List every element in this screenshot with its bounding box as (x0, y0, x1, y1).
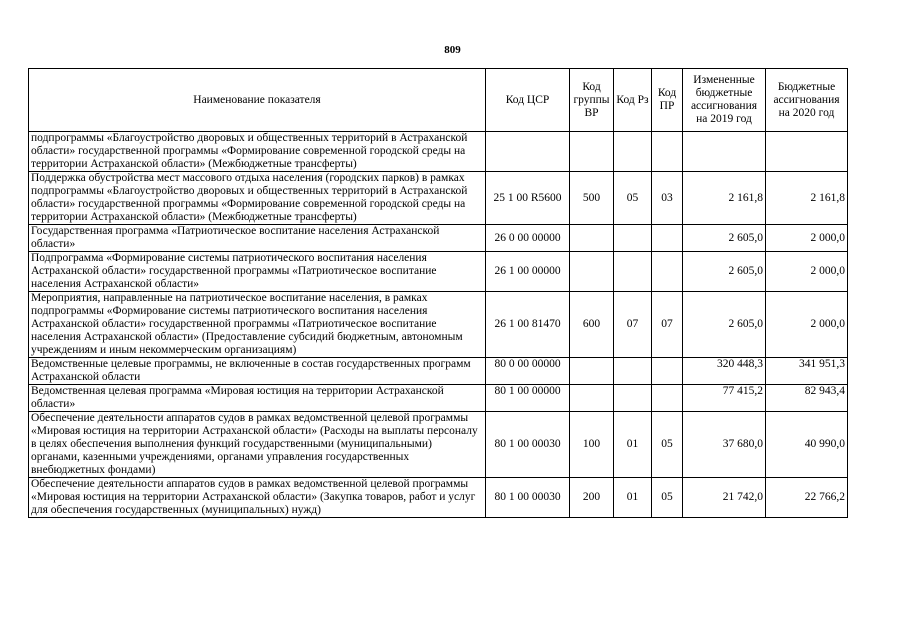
table-row (29, 172, 848, 225)
row-2020: 2 000,0 (766, 292, 848, 358)
row-rz (614, 252, 652, 292)
row-vr (570, 132, 614, 172)
table-row (29, 225, 848, 252)
row-pr (652, 252, 683, 292)
row-2019: 2 161,8 (683, 172, 766, 225)
row-rz (614, 358, 652, 385)
table-row (29, 478, 848, 518)
row-name: Обеспечение деятельности аппаратов судов в рамках ведомственной целевой программы «Мировая юстиция на территории Астраханской области» (Закупка товаров, работ и услуг для обеспечения государственных (муниципальных) нужд) (29, 478, 486, 518)
table-row (29, 358, 848, 385)
row-2019: 37 680,0 (683, 412, 766, 478)
row-csr: 26 0 00 00000 (486, 225, 570, 252)
row-pr: 05 (652, 478, 683, 518)
row-rz (614, 385, 652, 412)
header-2019: Измененные бюджетные ассигнования на 2019 год (683, 69, 766, 132)
row-2019: 2 605,0 (683, 292, 766, 358)
row-csr: 80 0 00 00000 (486, 358, 570, 385)
row-name: Обеспечение деятельности аппаратов судов в рамках ведомственной целевой программы «Мировая юстиция на территории Астраханской области» (Расходы на выплаты персоналу в целях обеспечения выполнения функций государственными (муниципальными) органами, казенными учреждениями, органами управления государственных внебюджетных фондами) (29, 412, 486, 478)
table-row (29, 385, 848, 412)
row-2020: 341 951,3 (766, 358, 848, 385)
row-pr (652, 225, 683, 252)
row-pr (652, 132, 683, 172)
page-number: 809 (444, 44, 461, 56)
row-name: Мероприятия, направленные на патриотическое воспитание населения, в рамках подпрограммы «Формирование системы патриотического воспитания населения Астраханской области» государственной программы «Патриотическое воспитание населения Астраханской области» (Предоставление субсидий бюджетным, автономным учреждениям и иным некоммерческим организациям) (29, 292, 486, 358)
row-name: Подпрограмма «Формирование системы патриотического воспитания населения Астраханской области» государственной программы «Патриотическое воспитание населения Астраханской области» (29, 252, 486, 292)
row-pr (652, 385, 683, 412)
row-vr (570, 358, 614, 385)
row-vr: 500 (570, 172, 614, 225)
row-2020 (766, 132, 848, 172)
table-row (29, 412, 848, 478)
row-2019 (683, 132, 766, 172)
row-vr (570, 385, 614, 412)
row-rz: 07 (614, 292, 652, 358)
row-vr: 100 (570, 412, 614, 478)
row-pr: 05 (652, 412, 683, 478)
row-2020: 2 000,0 (766, 252, 848, 292)
row-rz (614, 225, 652, 252)
row-2020: 82 943,4 (766, 385, 848, 412)
row-csr: 80 1 00 00030 (486, 478, 570, 518)
row-vr (570, 252, 614, 292)
header-name: Наименование показателя (29, 69, 486, 132)
row-name: подпрограммы «Благоустройство дворовых и общественных территорий в Астраханской области» государственной программы «Формирование современной городской среды на территории Астраханской области» (Межбюджетные трансферты) (29, 132, 486, 172)
table-row (29, 292, 848, 358)
row-2020: 22 766,2 (766, 478, 848, 518)
header-csr: Код ЦСР (486, 69, 570, 132)
row-2019: 77 415,2 (683, 385, 766, 412)
row-2019: 2 605,0 (683, 252, 766, 292)
row-vr: 200 (570, 478, 614, 518)
header-2020: Бюджетные ассигнования на 2020 год (766, 69, 848, 132)
row-csr: 80 1 00 00000 (486, 385, 570, 412)
row-pr: 03 (652, 172, 683, 225)
row-pr: 07 (652, 292, 683, 358)
row-csr: 25 1 00 R5600 (486, 172, 570, 225)
row-rz: 01 (614, 478, 652, 518)
row-2020: 2 161,8 (766, 172, 848, 225)
row-2020: 2 000,0 (766, 225, 848, 252)
row-csr: 26 1 00 00000 (486, 252, 570, 292)
row-2019: 2 605,0 (683, 225, 766, 252)
row-name: Государственная программа «Патриотическое воспитание населения Астраханской области» (29, 225, 486, 252)
row-rz: 05 (614, 172, 652, 225)
header-pr: Код ПР (652, 69, 683, 132)
table-row (29, 252, 848, 292)
row-name: Ведомственная целевая программа «Мировая юстиция на территории Астраханской области» (29, 385, 486, 412)
table-row (29, 132, 848, 172)
row-2020: 40 990,0 (766, 412, 848, 478)
row-2019: 21 742,0 (683, 478, 766, 518)
header-rz: Код Рз (614, 69, 652, 132)
row-pr (652, 358, 683, 385)
row-vr (570, 225, 614, 252)
header-vr: Код группы ВР (570, 69, 614, 132)
row-rz: 01 (614, 412, 652, 478)
header-row (29, 69, 848, 132)
row-csr (486, 132, 570, 172)
row-name: Поддержка обустройства мест массового отдыха населения (городских парков) в рамках подпрограммы «Благоустройство дворовых и общественных территорий в Астраханской области» государственной программы «Формирование современной городской среды на территории Астраханской области» (Межбюджетные трансферты) (29, 172, 486, 225)
row-name: Ведомственные целевые программы, не включенные в состав государственных программ Астраханской области (29, 358, 486, 385)
row-2019: 320 448,3 (683, 358, 766, 385)
budget-table (28, 68, 848, 518)
row-csr: 26 1 00 81470 (486, 292, 570, 358)
row-rz (614, 132, 652, 172)
row-vr: 600 (570, 292, 614, 358)
row-csr: 80 1 00 00030 (486, 412, 570, 478)
